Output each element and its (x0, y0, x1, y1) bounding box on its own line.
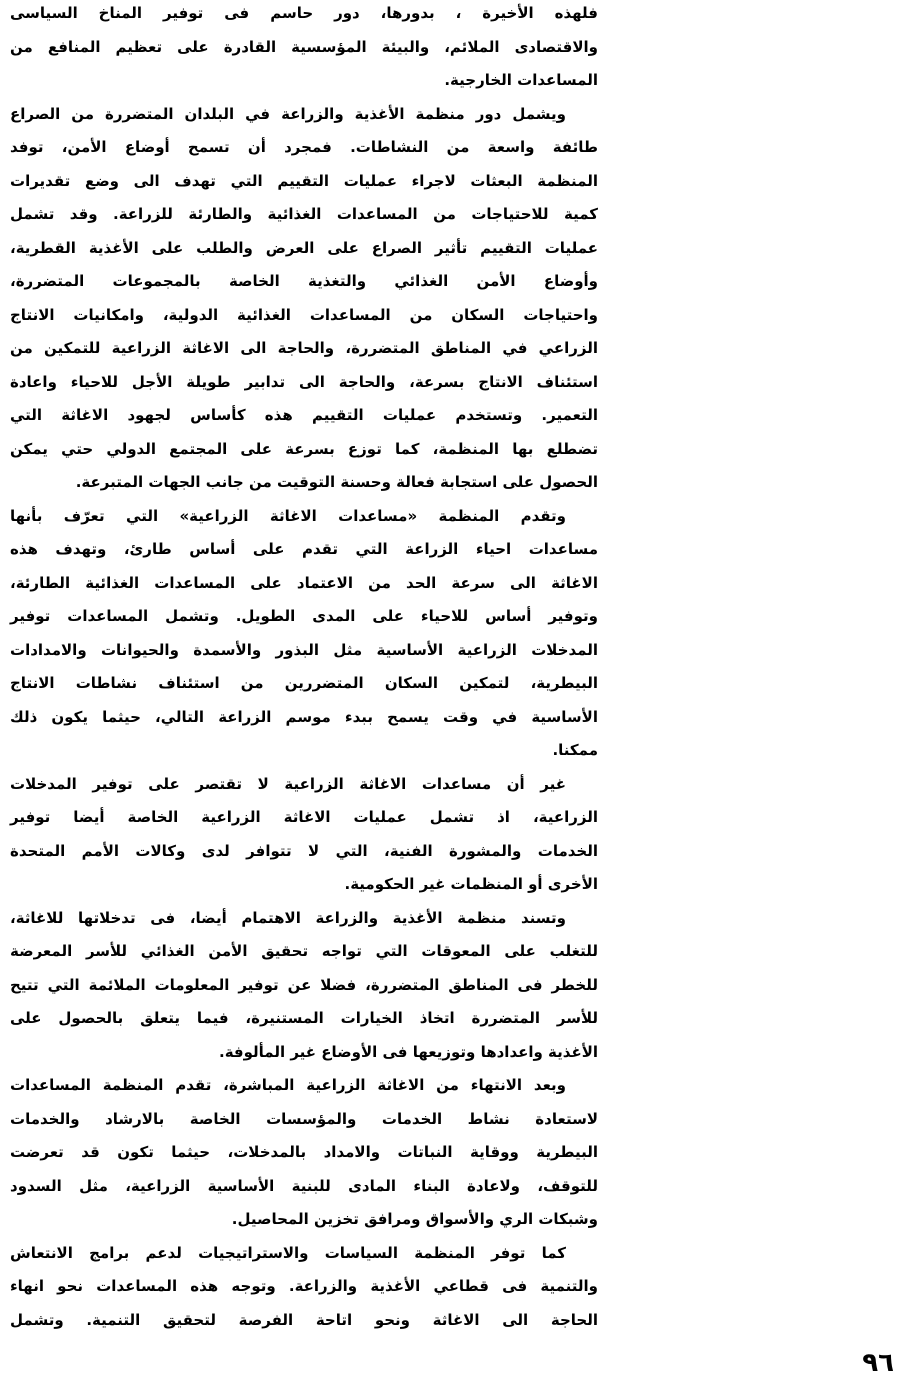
text-line: للأسر المتضررة اتخاذ الخيارات المستنيرة، فيما يتعلق بالحصول على (10, 1009, 598, 1027)
text-line: طائفة واسعة من النشاطات. فمجرد أن تسمح أوضاع الأمن، توفد (10, 138, 598, 156)
text-line: الحصول على استجابة فعالة وحسنة التوقيت من جانب الجهات المتبرعة. (75, 473, 598, 491)
text-line: وتسند منظمة الأغذية والزراعة الاهتمام أيضا، فى تدخلاتها للاغاثة، (10, 908, 566, 927)
body-text (10, 0, 598, 1337)
page-number: ٩٦ (862, 1348, 894, 1378)
text-line: للتوقف، ولاعادة البناء المادى للبنية الأساسية الزراعية، مثل السدود (10, 1176, 598, 1195)
paragraph (10, 0, 598, 98)
text-line: للخطر فى المناطق المتضررة، فضلا عن توفير المعلومات الملائمة التي تتيح (10, 975, 598, 994)
text-line: فلهذه الأخيرة ، بدورها، دور حاسم فى توفير المناخ السياسى (10, 4, 598, 22)
text-line: ممكنا. (552, 741, 598, 759)
text-line: الأساسية في وقت يسمح ببدء موسم الزراعة التالي، حيثما يكون ذلك (10, 707, 598, 726)
text-line: تضطلع بها المنظمة، كما توزع بسرعة على المجتمع الدولي حتي يمكن (10, 439, 598, 458)
text-line: وتوفير أساس للاحياء على المدى الطويل. وتشمل المساعدات توفير (10, 607, 598, 625)
text-line: وأوضاع الأمن الغذائي والتغذية الخاصة بالمجموعات المتضررة، (10, 272, 598, 290)
text-line: المنظمة البعثات لاجراء عمليات التقييم التي تهدف الى وضع تقديرات (10, 171, 598, 190)
text-line: كما توفر المنظمة السياسات والاستراتيجيات لدعم برامج الانتعاش (10, 1243, 566, 1262)
text-line: كمية للاحتياجات من المساعدات الغذائية والطارئة للزراعة. وقد تشمل (10, 205, 598, 223)
text-line: والتنمية فى قطاعي الأغذية والزراعة. وتوجه هذه المساعدات نحو انهاء (10, 1277, 598, 1295)
text-line: الاغاثة الى سرعة الحد من الاعتماد على المساعدات الغذائية الطارئة، (10, 573, 598, 592)
text-line: للتغلب على المعوقات التي تواجه تحقيق الأمن الغذائي للأسر المعرضة (10, 942, 598, 960)
text-line: الحاجة الى الاغاثة ونحو اتاحة الفرصة لتحقيق التنمية. وتشمل (10, 1310, 598, 1329)
paragraph (10, 98, 598, 500)
text-line: الزراعية، اذ تشمل عمليات الاغاثة الزراعية الخاصة أيضا توفير (10, 808, 598, 826)
text-line: وبعد الانتهاء من الاغاثة الزراعية المباشرة، تقدم المنظمة المساعدات (10, 1076, 566, 1094)
paragraph (10, 902, 598, 1070)
text-line: البيطرية ووقاية النباتات والامداد بالمدخلات، حيثما تكون قد تعرضت (10, 1143, 598, 1161)
text-line: غير أن مساعدات الاغاثة الزراعية لا تقتصر على توفير المدخلات (10, 774, 566, 793)
text-line: لاستعادة نشاط الخدمات والمؤسسات الخاصة بالارشاد والخدمات (10, 1109, 598, 1128)
text-line: وتقدم المنظمة «مساعدات الاغاثة الزراعية» التي تعرّف بأنها (10, 506, 566, 525)
text-line: عمليات التقييم تأثير الصراع على العرض والطلب على الأغذية القطرية، (10, 238, 598, 257)
text-line: والاقتصادى الملائم، والبيئة المؤسسية القادرة على تعظيم المنافع من (10, 37, 598, 56)
text-line: المدخلات الزراعية الأساسية مثل البذور والأسمدة والحيوانات والامدادات (10, 640, 598, 659)
paragraph (10, 1237, 598, 1338)
text-line: المساعدات الخارجية. (444, 71, 598, 89)
text-line: الخدمات والمشورة الفنية، التي لا تتوافر لدى وكالات الأمم المتحدة (10, 841, 598, 860)
text-line: وشبكات الري والأسواق ومرافق تخزين المحاصيل. (231, 1210, 598, 1228)
paragraph (10, 500, 598, 768)
text-line: واحتياجات السكان من المساعدات الغذائية الدولية، وامكانيات الانتاج (10, 305, 598, 324)
text-line: الزراعي في المناطق المتضررة، والحاجة الى الاغاثة الزراعية للتمكين من (10, 339, 598, 357)
text-line: الأغذية واعدادها وتوزيعها فى الأوضاع غير المألوفة. (219, 1042, 598, 1061)
text-line: البيطرية، لتمكين السكان المتضررين من استئناف نشاطات الانتاج (10, 674, 598, 692)
text-line: استئناف الانتاج بسرعة، والحاجة الى تدابير طويلة الأجل للاحياء واعادة (10, 372, 598, 391)
paragraph (10, 1069, 598, 1237)
paragraph (10, 768, 598, 902)
text-line: الأخرى أو المنظمات غير الحكومية. (344, 875, 598, 893)
text-line: مساعدات احياء الزراعة التي تقدم على أساس طارئ، وتهدف هذه (10, 540, 598, 558)
text-line: التعمير. وتستخدم عمليات التقييم هذه كأساس لجهود الاغاثة التي (10, 406, 598, 424)
text-line: ويشمل دور منظمة الأغذية والزراعة في البلدان المتضررة من الصراع (10, 104, 566, 123)
